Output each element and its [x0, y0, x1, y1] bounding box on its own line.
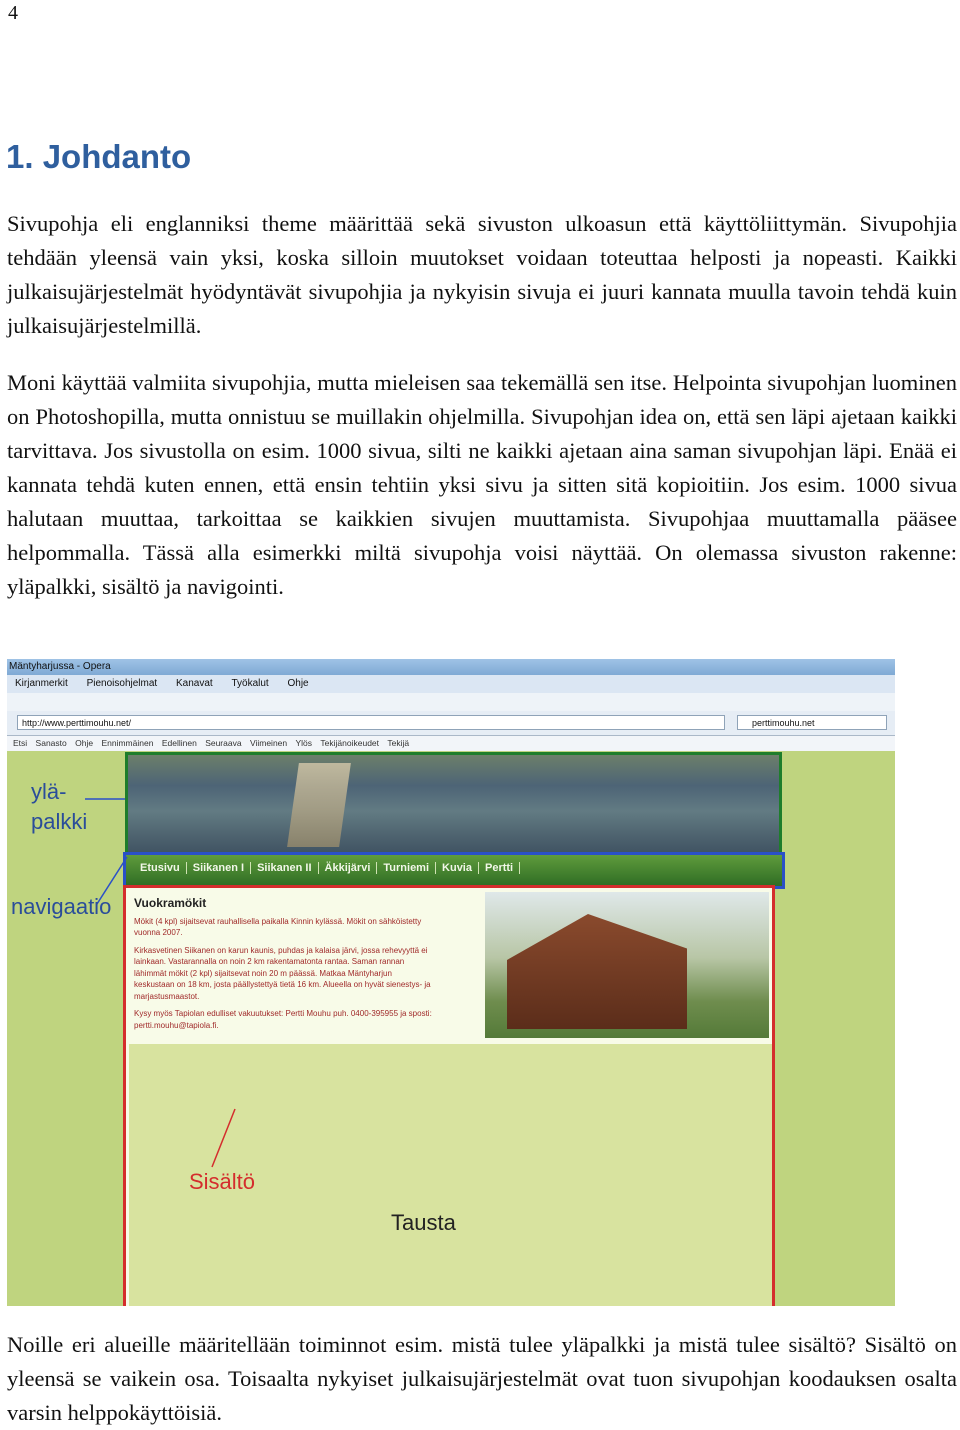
address-field: http://www.perttimouhu.net/ [17, 715, 725, 730]
site-nav-item: Siikanen I [187, 862, 251, 874]
annotation-lines [7, 659, 895, 1306]
label-sisalto: Sisältö [189, 1169, 256, 1194]
link-item: Sanasto [35, 738, 67, 748]
template-example-figure [7, 659, 895, 1306]
site-nav-item: Etusivu [134, 862, 187, 874]
search-field: perttimouhu.net [737, 715, 887, 730]
menu-item: Pienoisohjelmat [86, 678, 158, 689]
menu-item: Ohje [287, 678, 309, 689]
link-item: Ohje [75, 738, 94, 748]
link-item: Ennimmäinen [101, 738, 154, 748]
page-number: 4 [8, 2, 18, 24]
label-yla-line2: palkki [31, 809, 88, 834]
label-yla-palkki [31, 777, 87, 837]
site-nav-item: Siikanen II [251, 862, 318, 874]
link-item: Tekijä [387, 738, 410, 748]
browser-title-bar: Mäntyharjussa - Opera [7, 659, 895, 675]
paragraph-intro: Sivupohja eli englanniksi theme määrittää sekä sivuston ulkoasun että käyttöliittymän. Sivupohjia tehdään yleensä vain yksi, koska silloin muutokset voidaan toteuttaa helposti ja nopeasti. Kaikki julkaisujärjestelmät hyödyntävät sivupohjia ja nykyisin sivuja ei juuri kannata muulla tavoin tehdä kuin julkaisujärjestelmillä. [7, 211, 957, 338]
section-heading: 1. Johdanto [6, 138, 192, 175]
menu-item: Kanavat [175, 678, 213, 689]
menu-item: Työkalut [231, 678, 269, 689]
label-tausta: Tausta [391, 1210, 456, 1235]
site-nav-item: Turniemi [377, 862, 436, 874]
link-item: Edellinen [161, 738, 197, 748]
sisalto-pointer [212, 1109, 235, 1167]
link-item: Ylös [295, 738, 313, 748]
content-paragraph: Kirkasvetinen Siikanen on karun kaunis, puhdas ja kalaisa järvi, jossa rehevyyttä ei lainkaan. Vastarannalla on noin 2 km rakentamatonta rantaa. Saman rannan lähimmät mökit (2 kpl) sijaitsevat noin 20 m päässä. Matkaa Mäntyharjun keskustaan on 18 km, josta päällystettyä tietä 16 km. Alueella on hyvät sienestys- ja marjastusmaastot. [134, 945, 431, 1001]
paragraph-templates: Moni käyttää valmiita sivupohjia, mutta mieleisen saa tekemällä sen itse. Helpointa sivupohjan luominen on Photoshopilla, mutta onnistuu se muillakin ohjelmilla. Sivupohjan idea on, että sen läpi ajetaan kaikki tarvittava. Jos sivustolla on esim. 1000 sivua, silti ne kaikki ajetaan aina saman sivupohjan läpi. Enää ei kannata tehdä kuten ennen, että ensin tehtiin yksi sivu ja sitten sitä kopioitiin. Jos esim. 1000 sivua halutaan muuttaa, tarkoittaa se kaikkien sivujen muuttamista. Sivupohjaa muuttamalla pääsee helpommalla. Tässä alla esimerkki miltä sivupohja voisi näyttää. On olemassa sivuston rakenne: yläpalkki, sisältö ja navigointi. [7, 370, 957, 599]
link-item: Viimeinen [249, 738, 288, 748]
label-navigaatio: navigaatio [11, 894, 112, 919]
menu-item: Kirjanmerkit [15, 678, 68, 689]
link-item: Tekijänoikeudet [320, 738, 380, 748]
paragraph-areas: Noille eri alueille määritellään toiminnot esim. mistä tulee yläpalkki ja mistä tulee sisältö? Sisältö on yleensä se vaikein osa. Toisaalta nykyiset julkaisujärjestelmät ovat tuon sivupohjan koodauksen osalta varsin helppokäyttöisiä. [7, 1332, 957, 1425]
link-item: Etsi [13, 738, 28, 748]
link-item: Seuraava [205, 738, 242, 748]
site-nav-item: Pertti [479, 862, 520, 874]
content-title: Vuokramökit [134, 896, 207, 910]
content-paragraph: Kysy myös Tapiolan edulliset vakuutukset: Pertti Mouhu puh. 0400-395955 ja sposti: pertti.mouhu@tapiola.fi. [134, 1009, 432, 1030]
site-nav-item: Äkkijärvi [319, 862, 378, 874]
site-nav-item: Kuvia [436, 862, 479, 874]
label-yla-line1: ylä- [31, 779, 67, 804]
content-paragraph: Mökit (4 kpl) sijaitsevat rauhallisella paikalla Kinnin kylässä. Mökit on sähköistetty vuonna 2007. [134, 916, 422, 937]
